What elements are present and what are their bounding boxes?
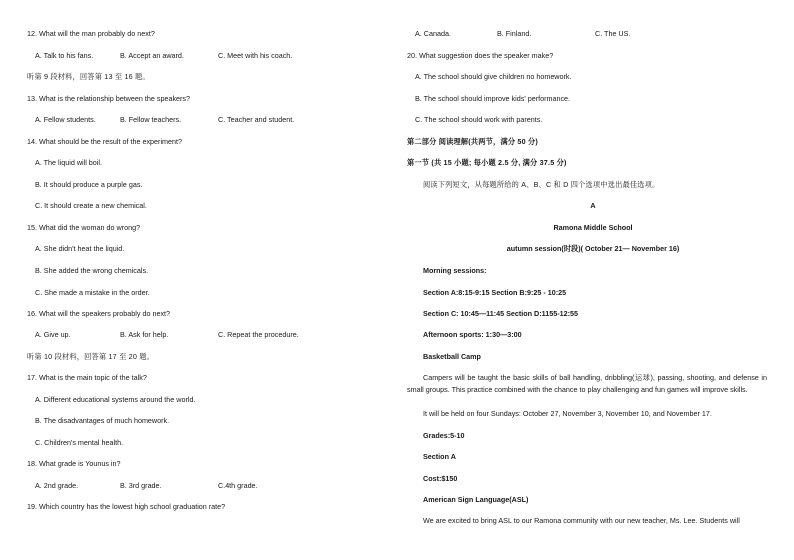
- option-c: C.4th grade.: [218, 481, 258, 490]
- option-b: B. The school should improve kids' performance.: [415, 94, 571, 103]
- section-one-heading: 第一节 (共 15 小题; 每小题 2.5 分, 满分 37.5 分): [407, 158, 567, 167]
- left-column: [27, 0, 389, 560]
- section-heading-10: 听第 10 段材料，回答第 17 至 20 题。: [27, 352, 155, 361]
- question-13-options: [27, 115, 294, 124]
- question-16: 16. What will the speakers probably do next?: [27, 309, 171, 318]
- option-a: A. Talk to his fans.: [35, 51, 94, 60]
- basketball-dates: It will be held on four Sundays: October 27, November 3, November 10, and November 17.: [423, 409, 712, 418]
- grades: Grades:5-10: [423, 431, 465, 440]
- option-b: B. Accept an award.: [120, 51, 184, 60]
- section-label: Section A: [423, 452, 456, 461]
- option-a: A. Give up.: [35, 330, 71, 339]
- option-c: C. Meet with his coach.: [218, 51, 293, 60]
- option-c: C. The school should work with parents.: [415, 115, 543, 124]
- question-13: 13. What is the relationship between the speakers?: [27, 94, 191, 103]
- question-12-options: [27, 51, 292, 60]
- option-b: B. Ask for help.: [120, 330, 169, 339]
- sections-cd: Section C: 10:45—11:45 Section D:1155-12:55: [423, 309, 579, 318]
- question-18-options: [27, 481, 258, 490]
- morning-sessions: Morning sessions:: [423, 266, 487, 275]
- question-12: 12. What will the man probably do next?: [27, 29, 155, 38]
- question-18: 18. What grade is Younus in?: [27, 459, 121, 468]
- option-a: A. Fellow students.: [35, 115, 96, 124]
- option-c: C. She made a mistake in the order.: [35, 288, 150, 297]
- school-title: Ramona Middle School: [553, 223, 633, 232]
- question-17: 17. What is the main topic of the talk?: [27, 373, 147, 382]
- cost: Cost:$150: [423, 474, 458, 483]
- option-c: C. Teacher and student.: [218, 115, 295, 124]
- question-14: 14. What should be the result of the experiment?: [27, 137, 183, 146]
- question-19-options: [407, 29, 630, 38]
- option-c: C. The US.: [595, 29, 631, 38]
- question-16-options: [27, 330, 299, 339]
- section-heading-9: 听第 9 段材料，回答第 13 至 16 题。: [27, 72, 150, 81]
- option-c: C. It should create a new chemical.: [35, 201, 147, 210]
- option-b: B. It should produce a purple gas.: [35, 180, 143, 189]
- session-title: autumn session(时段)( October 21— November 16): [506, 244, 680, 253]
- part-two-heading: 第二部分 阅读理解(共两节，满分 50 分): [407, 137, 538, 146]
- asl-description: We are excited to bring ASL to our Ramona community with our new teacher, Ms. Lee. Students will: [423, 516, 740, 525]
- question-20: 20. What suggestion does the speaker make?: [407, 51, 554, 60]
- basketball-heading: Basketball Camp: [423, 352, 481, 361]
- asl-heading: American Sign Language(ASL): [423, 495, 529, 504]
- basketball-description: Campers will be taught the basic skills of ball handling, dribbling(运球), passing, shooting, and defense in small groups. This practice combined with the chance to play challenging and fun games will improve skills.: [407, 373, 767, 394]
- option-a: A. She didn't heat the liquid.: [35, 244, 125, 253]
- option-a: A. Canada.: [415, 29, 451, 38]
- passage-letter: A: [590, 201, 596, 210]
- question-15: 15. What did the woman do wrong?: [27, 223, 141, 232]
- option-a: A. The liquid will boil.: [35, 158, 102, 167]
- option-b: B. 3rd grade.: [120, 481, 162, 490]
- option-a: A. Different educational systems around the world.: [35, 395, 196, 404]
- question-19: 19. Which country has the lowest high school graduation rate?: [27, 502, 226, 511]
- instructions: 阅读下列短文，从每题所给的 A、B、C 和 D 四个选项中选出最佳选项。: [423, 180, 660, 189]
- option-b: B. Fellow teachers.: [120, 115, 182, 124]
- option-a: A. The school should give children no homework.: [415, 72, 572, 81]
- option-a: A. 2nd grade.: [35, 481, 79, 490]
- option-c: C. Repeat the procedure.: [218, 330, 299, 339]
- sections-ab: Section A:8:15-9:15 Section B:9:25 - 10:25: [423, 288, 567, 297]
- option-b: B. The disadvantages of much homework.: [35, 416, 170, 425]
- option-b: B. Finland.: [497, 29, 532, 38]
- afternoon-sports: Afternoon sports: 1:30—3:00: [423, 330, 522, 339]
- option-c: C. Children's mental health.: [35, 438, 124, 447]
- right-column: [407, 0, 779, 560]
- option-b: B. She added the wrong chemicals.: [35, 266, 149, 275]
